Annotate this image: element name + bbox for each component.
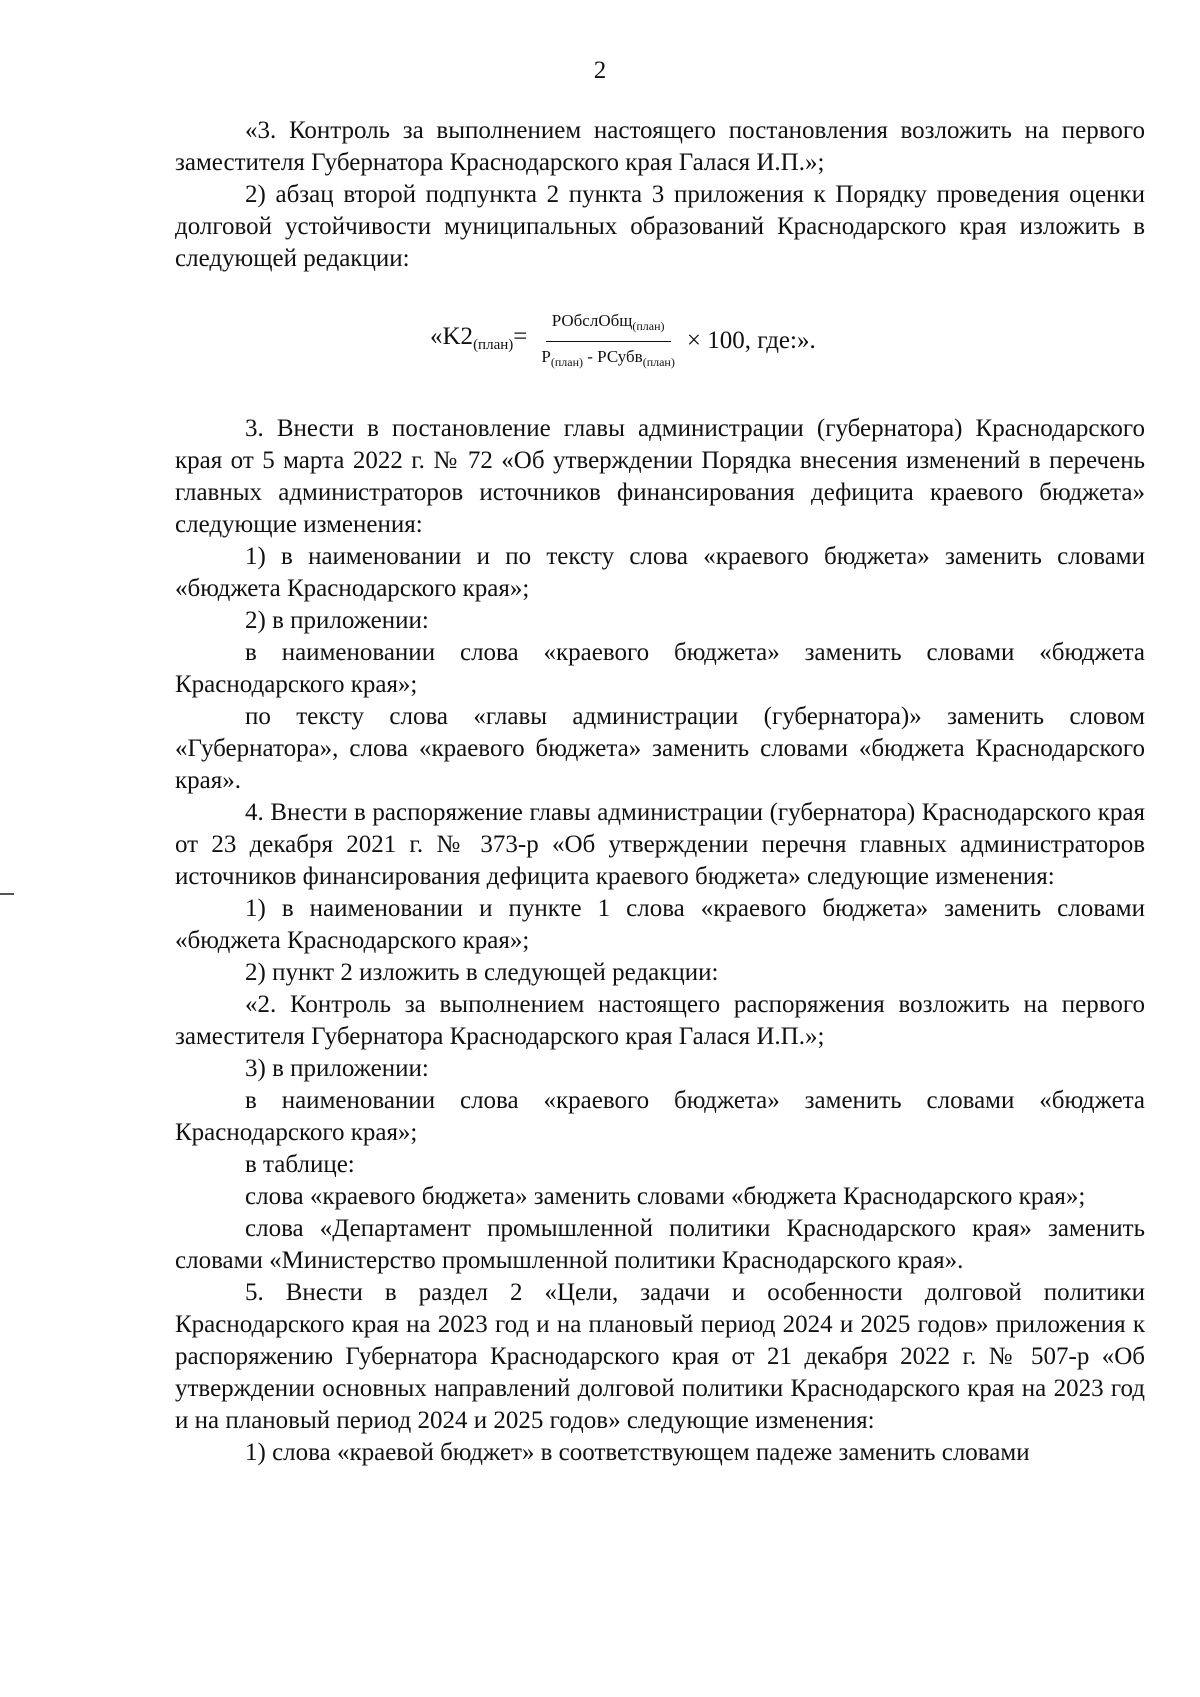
formula-den-separator: - <box>583 346 598 366</box>
paragraph: 2) пункт 2 изложить в следующей редакции: <box>245 959 719 986</box>
formula-lhs-subscript: (план) <box>473 337 514 353</box>
paragraph: в наименовании слова «краевого бюджета» заменить словами «бюджета Краснодарского края»; <box>175 1087 1145 1146</box>
paragraph: 3. Внести в постановление главы администрации (губернатора) Краснодарского края от 5 марта 2022 г. № 72 «Об утверждении Порядка внесения изменений в перечень главных администраторов источников финансирования дефицита краевого бюджета» следующие изменения: <box>175 415 1145 538</box>
paragraph: в наименовании слова «краевого бюджета» заменить словами «бюджета Краснодарского края»; <box>175 639 1145 698</box>
formula-den-b: РСубв <box>597 346 643 366</box>
formula-numerator-text: РОбслОбщ <box>551 310 633 330</box>
paragraph: 1) в наименовании и по тексту слова «краевого бюджета» заменить словами «бюджета Краснодарского края»; <box>175 543 1145 602</box>
margin-mark <box>0 893 14 895</box>
formula-den-a: Р <box>541 346 551 366</box>
paragraph: «2. Контроль за выполнением настоящего распоряжения возложить на первого заместителя Губернатора Краснодарского края Галася И.П.»; <box>175 991 1145 1050</box>
formula-lhs <box>430 321 527 361</box>
paragraph: 1) слова «краевой бюджет» в соответствующем падеже заменить словами <box>245 1439 1030 1466</box>
paragraph: слова «Департамент промышленной политики Краснодарского края» заменить словами «Министерство промышленной политики Краснодарского края». <box>175 1215 1145 1274</box>
document-body <box>175 115 1145 1469</box>
formula-numerator-subscript: (план) <box>632 318 665 333</box>
paragraph: слова «краевого бюджета» заменить словами «бюджета Краснодарского края»; <box>245 1183 1086 1210</box>
spacer <box>175 275 1145 303</box>
formula-den-b-subscript: (план) <box>642 354 675 369</box>
formula-equals: = <box>513 323 528 350</box>
spacer <box>175 379 1145 413</box>
formula-lhs-text: «K2 <box>430 323 474 350</box>
paragraph: 2) в приложении: <box>245 607 429 634</box>
paragraph: в таблице: <box>245 1151 355 1178</box>
formula-rhs: × 100, где:». <box>686 327 816 354</box>
formula-block <box>175 303 1145 379</box>
paragraph: «3. Контроль за выполнением настоящего постановления возложить на первого заместителя Губернатора Краснодарского края Галася И.П.»; <box>175 117 1145 176</box>
formula <box>430 303 816 379</box>
paragraph: 1) в наименовании и пункте 1 слова «краевого бюджета» заменить словами «бюджета Краснодарского края»; <box>175 895 1145 954</box>
paragraph: 4. Внести в распоряжение главы администрации (губернатора) Краснодарского края от 23 декабря 2021 г. № 373-р «Об утверждении перечня главных администраторов источников финансирования дефицита краевого бюджета» следующие изменения: <box>175 799 1145 890</box>
page-number: 2 <box>593 57 607 84</box>
paragraph: 3) в приложении: <box>245 1055 429 1082</box>
formula-numerator <box>546 310 671 342</box>
formula-denominator <box>535 342 680 373</box>
paragraph: 5. Внести в раздел 2 «Цели, задачи и особенности долговой политики Краснодарского края на 2023 год и на плановый период 2024 и 2025 годов» приложения к распоряжению Губернатора Краснодарского края от 21 декабря 2022 г. № 507-р «Об утверждении основных направлений долговой политики Краснодарского края на 2023 год и на плановый период 2024 и 2025 годов» следующие изменения: <box>175 1279 1145 1434</box>
formula-fraction <box>535 310 680 373</box>
paragraph: по тексту слова «главы администрации (губернатора)» заменить словом «Губернатора», слова «краевого бюджета» заменить словами «бюджета Краснодарского края». <box>175 703 1145 794</box>
formula-den-a-subscript: (план) <box>550 354 583 369</box>
paragraph: 2) абзац второй подпункта 2 пункта 3 приложения к Порядку проведения оценки долговой устойчивости муниципальных образований Краснодарского края изложить в следующей редакции: <box>175 181 1145 272</box>
